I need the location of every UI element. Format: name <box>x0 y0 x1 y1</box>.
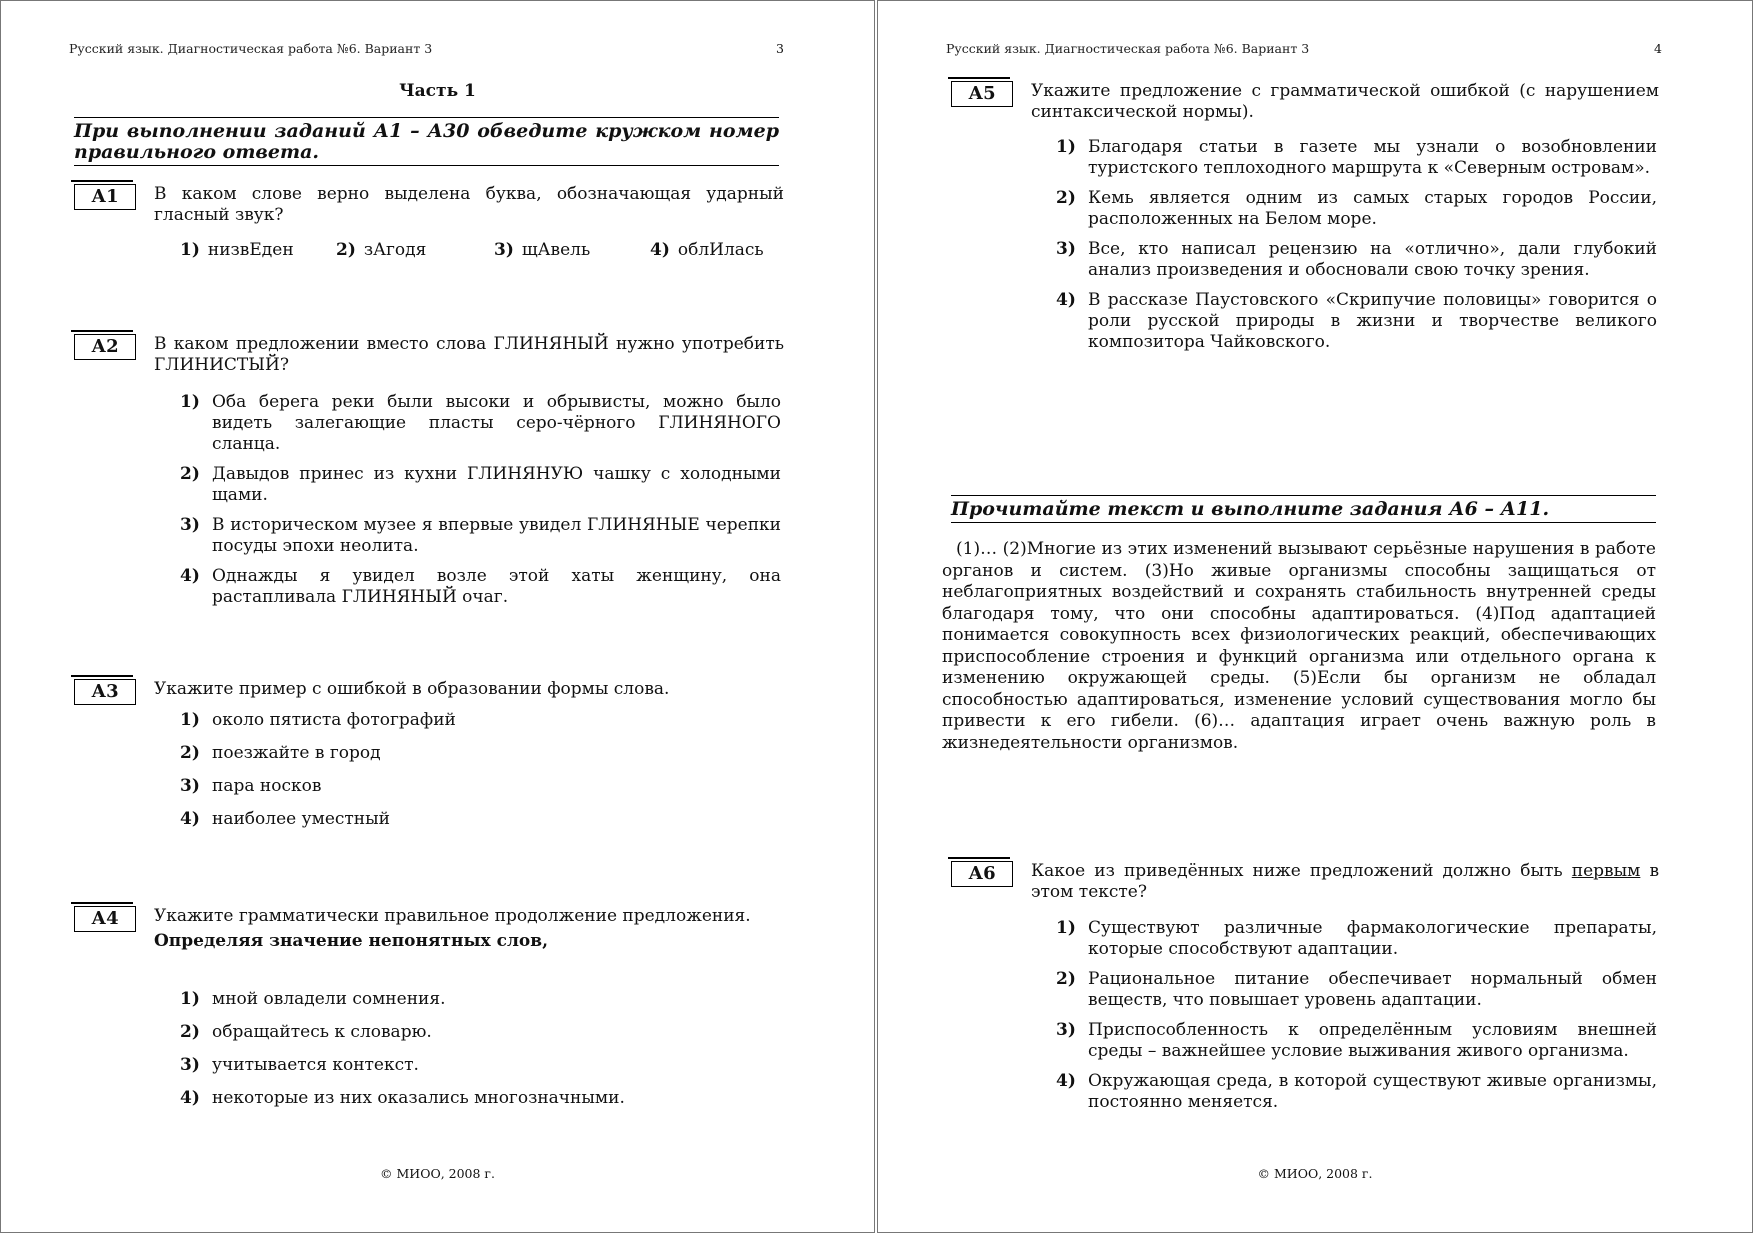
task-emphasis: Определяя значение непонятных слов, <box>154 931 548 951</box>
task-a3-options <box>180 710 781 842</box>
task-question: В каком предложении вместо слова ГЛИНЯНЫЙ нужно употребить ГЛИНИСТЫЙ? <box>154 334 784 375</box>
task-id: А2 <box>74 334 136 360</box>
option[interactable]: 1) Оба берега реки были высоки и обрывисты, можно было видеть залегающие пласты серо-чёрного ГЛИНЯНОГО сланца. <box>180 392 781 454</box>
option[interactable]: 2) Давыдов принес из кухни ГЛИНЯНУЮ чашку с холодными щами. <box>180 464 781 505</box>
option[interactable]: 1) Существуют различные фармакологические препараты, которые способствуют адаптации. <box>1056 918 1657 959</box>
task-id: А5 <box>951 81 1013 107</box>
task-a4-options <box>180 989 781 1121</box>
option[interactable]: 2) обращайтесь к словарю. <box>180 1022 432 1042</box>
option[interactable]: 3) учитывается контекст. <box>180 1055 419 1075</box>
underlined-word: первым <box>1571 861 1641 881</box>
page-number: 4 <box>1654 41 1662 56</box>
page-header: Русский язык. Диагностическая работа №6. Вариант 3 <box>946 41 1310 56</box>
page-header: Русский язык. Диагностическая работа №6. Вариант 3 <box>69 41 433 56</box>
option[interactable]: 2) зАгодя <box>336 240 427 260</box>
task-a1-options <box>180 240 874 260</box>
page-footer: © МИОО, 2008 г. <box>1257 1166 1373 1181</box>
task-id: А3 <box>74 679 136 705</box>
instruction: При выполнении заданий А1 – А30 обведите кружком номер правильного ответа. <box>74 117 779 166</box>
task-id: А4 <box>74 906 136 932</box>
option[interactable]: 2) Кемь является одним из самых старых городов России, расположенных на Белом море. <box>1056 188 1657 229</box>
option[interactable]: 4) В рассказе Паустовского «Скрипучие половицы» говорится о роли русской природы в жизни и творчестве великого композитора Чайковского. <box>1056 290 1657 352</box>
option[interactable]: 3) щАвель <box>494 240 591 260</box>
page-right <box>877 0 1753 1233</box>
option[interactable]: 3) В историческом музее я впервые увидел ГЛИНЯНЫЕ черепки посуды эпохи неолита. <box>180 515 781 556</box>
task-question: Какое из приведённых ниже предложений должно быть первым в этом тексте? <box>1031 861 1660 902</box>
task-question: Укажите пример с ошибкой в образовании формы слова. <box>154 679 670 699</box>
task-id: А1 <box>74 184 136 210</box>
option[interactable]: 3) Все, кто написал рецензию на «отлично», дали глубокий анализ произведения и обосновали свою точку зрения. <box>1056 239 1657 280</box>
task-a6-options <box>1056 918 1657 1122</box>
option[interactable]: 1) около пятиста фотографий <box>180 710 456 730</box>
page-left <box>0 0 875 1233</box>
option[interactable]: 1) мной овладели сомнения. <box>180 989 446 1009</box>
task-id: А6 <box>951 861 1013 887</box>
task-question: В каком слове верно выделена буква, обозначающая ударный гласный звук? <box>154 184 784 225</box>
task-a2-options <box>180 392 781 617</box>
page-number: 3 <box>776 41 784 56</box>
task-question: Укажите предложение с грамматической ошибкой (с нарушением синтаксической нормы). <box>1031 81 1659 122</box>
option[interactable]: 4) Окружающая среда, в которой существуют живые организмы, постоянно меняется. <box>1056 1071 1657 1112</box>
option[interactable]: 2) поезжайте в город <box>180 743 381 763</box>
option[interactable]: 2) Рациональное питание обеспечивает нормальный обмен веществ, что повышает уровень адаптации. <box>1056 969 1657 1010</box>
option[interactable]: 3) пара носков <box>180 776 322 796</box>
task-a5-options <box>1056 137 1657 362</box>
option[interactable]: 4) облИлась <box>650 240 764 260</box>
part-title: Часть 1 <box>399 81 476 101</box>
option[interactable]: 4) Однажды я увидел возле этой хаты женщину, она растапливала ГЛИНЯНЫЙ очаг. <box>180 566 781 607</box>
task-question <box>154 906 784 952</box>
option[interactable]: 1) низвЕден <box>180 240 294 260</box>
task-question-text: Укажите грамматически правильное продолжение предложения. <box>154 906 751 926</box>
option[interactable]: 3) Приспособленность к определённым условиям внешней среды – важнейшее условие выживания живого организма. <box>1056 1020 1657 1061</box>
instruction: Прочитайте текст и выполните задания А6 – А11. <box>951 495 1656 523</box>
page-footer: © МИОО, 2008 г. <box>380 1166 495 1181</box>
option[interactable]: 4) наиболее уместный <box>180 809 390 829</box>
reading-passage: (1)… (2)Многие из этих изменений вызывают серьёзные нарушения в работе органов и систем. (3)Но живые организмы способны защищаться от неблагоприятных воздействий и сохранять стабильность внутренней среды благодаря тому, что они способны адаптироваться. (4)Под адаптацией понимается совокупность всех физиологических реакций, обеспечивающих приспособление строения и функций организма или отдельного органа к изменению окружающей среды. (5)Если бы организм не обладал способностью адаптироваться, изменение условий существования могло бы привести к его гибели. (6)… адаптация играет очень важную роль в жизнедеятельности организмов. <box>942 539 1656 753</box>
option[interactable]: 1) Благодаря статьи в газете мы узнали о возобновлении туристского теплоходного маршрута к «Северным островам». <box>1056 137 1657 178</box>
option[interactable]: 4) некоторые из них оказались многозначными. <box>180 1088 625 1108</box>
